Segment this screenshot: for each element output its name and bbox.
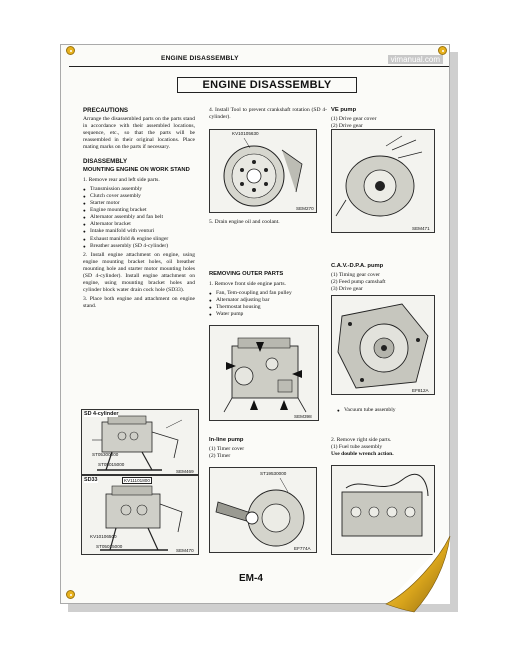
figure-ref: SEM398 [294,414,312,419]
figure-ref: SEM470 [176,548,194,553]
step-3: 3. Place both engine and attachment on engine stand. [83,296,195,310]
step-5: 5. Drain engine oil and coolant. [209,219,280,225]
wrench-note: Use double wrench action. [331,451,394,458]
tool-code: KV11101800 [124,478,150,483]
step-1: 1. Remove rear and left side parts. [83,176,160,183]
watermark: vimanual.com [388,55,443,64]
page-number: EM-4 [239,573,263,584]
list-item: ● Alternator adjusting bar [209,297,327,304]
ve-item: (2) Drive gear [331,123,363,130]
right-step-2: 2. Remove right side parts. [331,437,392,443]
list-item: ● Transmission assembly [83,186,195,193]
vacuum-item: ● Vacuum tube assembly [337,407,437,414]
section-tag: ENGINE DISASSEMBLY [161,55,239,62]
ve-item: (1) Drive gear cover [331,116,377,123]
mounting-heading: MOUNTING ENGINE ON WORK STAND [83,166,190,173]
list-item: ● Thermostat housing [209,304,327,311]
inline-item: (1) Timer cover [209,446,245,453]
outer-step-1: 1. Remove front side engine parts. [209,281,286,288]
figure-ref: SEM270 [296,206,314,211]
figure-ref: EF774A [294,546,311,551]
tool-code: KV10106500 [90,534,117,539]
cav-item: (1) Timing gear cover [331,272,380,279]
inline-heading: In-line pump [209,437,244,443]
figure-label: SD 4-cylinder [84,411,119,417]
cav-item: (3) Drive gear [331,286,363,293]
cav-heading: C.A.V.-D.P.A. pump [331,263,384,269]
disassembly-heading: DISASSEMBLY [83,157,128,165]
list-item: ● Water pump [209,311,327,318]
list-item: ● Exhaust manifold & engine slinger [83,236,195,243]
figure-label: SD33 [84,477,98,483]
page-title: ENGINE DISASSEMBLY [177,77,357,93]
tool-code: ST19530000 [260,471,287,476]
step-4: 4. Install Tool to prevent crankshaft rotation (SD 4-cylinder). [209,107,327,121]
list-item: ● Breather assembly (SD 4-cylinder) [83,243,195,250]
precautions-heading: PRECAUTIONS [83,107,129,114]
right-step-2-item: (1) Fuel tube assembly [331,444,383,451]
list-item: ● Starter motor [83,200,195,207]
figure-ref: SEM469 [176,469,194,474]
list-item: ● Clutch cover assembly [83,193,195,200]
figure-ref: SEM471 [412,226,430,231]
step-2: 2. Install engine attachment on engine, using engine mounting bracket holes, oil breather mounting hole and starter motor mounting holes (SD 4-cylinder). Install engine attachment on engine, using mounting bracket holes and cylinder block water drain cock hole (SD33). [83,251,195,294]
list-item: ● Intake manifold with venturi [83,228,195,235]
list-item: ● Alternator assembly and fan belt [83,214,195,221]
tool-code: ST05015000 [98,462,125,467]
tool-code: ST05300000 [92,452,119,457]
ve-heading: VE pump [331,107,357,113]
inline-item: (2) Timer [209,453,231,460]
precautions-text: Arrange the disassembled parts on the parts stand in accordance with their assembled locations, sequence, etc., so that the parts will be reassembled in their original locations. Place mating marks on the parts if necessary. [83,116,195,151]
figure-ref: EF812A [412,388,429,393]
list-item: ● Alternator bracket [83,221,195,228]
list-item: ● Engine mounting bracket [83,207,195,214]
cav-item: (2) Feed pump camshaft [331,279,386,286]
tool-code: ST05015000 [96,544,123,549]
outer-heading: REMOVING OUTER PARTS [209,271,284,277]
list-item: ● Fan, Tem-coupling and fan pulley [209,290,327,297]
tool-code: KV10105630 [232,131,259,136]
